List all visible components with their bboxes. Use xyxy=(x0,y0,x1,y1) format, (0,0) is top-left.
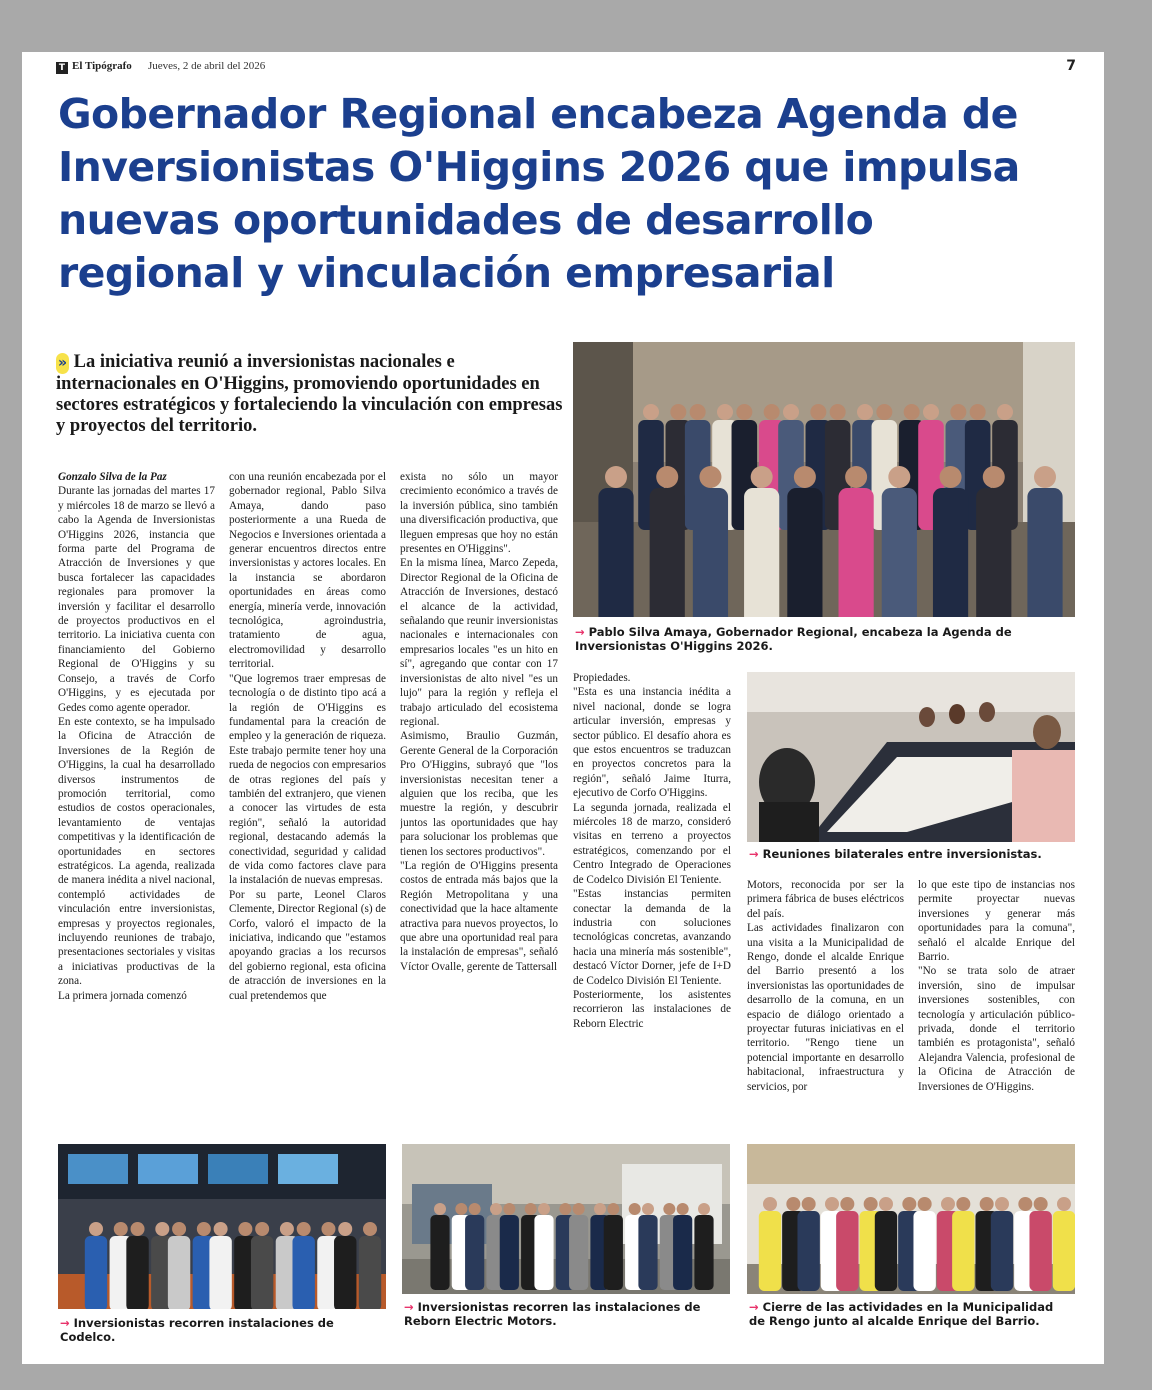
paragraph: Posteriormente, los asistentes recorrieron las instalaciones de Reborn Electric xyxy=(573,988,731,1030)
rengo-photo-caption-text: Cierre de las actividades en la Municipalidad de Rengo junto al alcalde Enrique del Barrio. xyxy=(749,1300,1054,1328)
article-column-4 xyxy=(573,671,731,1126)
meeting-photo-caption-text: Reuniones bilaterales entre inversionistas. xyxy=(762,847,1042,861)
article-headline xyxy=(58,88,1068,300)
caption-arrow-icon: → xyxy=(749,1300,759,1314)
main-group-photo xyxy=(573,342,1075,617)
caption-arrow-icon: → xyxy=(749,847,759,861)
article-lead xyxy=(56,352,566,437)
paragraph: "Que logremos traer empresas de tecnología o de distinto tipo acá a la región de O'Higgins es fundamental para la creación de empleo y la generación de riqueza. Este trabajo permite tener hoy una rueda de negocios con empresarios de otras regiones del país y también del extranjero, que vienen a conocer las virtudes de esta región", señaló la autoridad regional, destacando además la conectividad, seguridad y calidad de vida como factores clave para la instalación de nuevas empresas. xyxy=(229,672,386,887)
newspaper-page xyxy=(22,52,1104,1364)
lead-marker-icon: » xyxy=(56,353,69,374)
codelco-photo-caption-text: Inversionistas recorren instalaciones de Codelco. xyxy=(60,1316,334,1344)
article-column-5 xyxy=(747,878,904,1126)
paragraph: En este contexto, se ha impulsado la Oficina de Atracción de Inversiones de la Región de O'Higgins, la cual ha desarrollado diversos instrumentos de promoción territorial, como estudios de costos operacionales, levantamiento de ventajas competitivas y la identificación de oportunidades en sectores estratégicos. La agenda, realizada de manera inédita a nivel nacional, contempló actividades de vinculación entre inversionistas, empresas y proyectos regionales, incluyendo reuniones de trabajo, presentaciones sectoriales y visitas a iniciativas productivas de la zona. xyxy=(58,715,215,988)
paragraph: exista no sólo un mayor crecimiento económico a través de la inversión pública, sino también una diversificación productiva, que lleguen empresas que hoy no están presentes en O'Higgins". xyxy=(400,471,558,556)
paragraph: Las actividades finalizaron con una visita a la Municipalidad de Rengo, donde el alcalde Enrique del Barrio presentó a los inversionistas las oportunidades de desarrollo de la comuna, en un espacio de diálogo orientado a proyectar futuras iniciativas en el territorio. "Rengo tiene un potencial importante en desarrollo habitacional, infraestructura y servicios, por xyxy=(747,922,904,1093)
article-column-2 xyxy=(229,470,386,1126)
article-column-3 xyxy=(400,470,558,1126)
rengo-photo-caption xyxy=(749,1300,1069,1328)
rengo-photo xyxy=(747,1144,1075,1294)
paragraph: Por su parte, Leonel Claros Clemente, Director Regional (s) de Corfo, valoró el impacto de la iniciativa, indicando que "estamos apoyando gracias a los recursos del gobierno regional, esta oficina de atracción de inversiones en la cual pretendemos que xyxy=(229,888,386,1002)
paragraph: "La región de O'Higgins presenta costos de entrada más bajos que la Región Metropolitana y una conectividad que la hace altamente atractiva para nuevos proyectos, lo que abre una oportunidad real para la instalación de empresas", señaló Víctor Ovalle, gerente de Tattersall xyxy=(400,859,558,973)
paragraph: Propiedades. xyxy=(573,672,631,684)
paragraph: Motors, reconocida por ser la primera fábrica de buses eléctricos del país. xyxy=(747,879,904,920)
paragraph: lo que este tipo de instancias nos permite proyectar nuevas inversiones y generar más oportunidades para la comuna", señaló el alcalde Enrique del Barrio. xyxy=(918,879,1075,964)
caption-arrow-icon: → xyxy=(60,1316,70,1330)
lead-text: La iniciativa reunió a inversionistas nacionales e internacionales en O'Higgins, promoviendo oportunidades en sectores estratégicos y fortaleciendo la vinculación con empresas y proyectos del territorio. xyxy=(56,352,563,436)
paragraph: Durante las jornadas del martes 17 y miércoles 18 de marzo se llevó a cabo la Agenda de Inversionistas O'Higgins 2026, instancia que forma parte del Programa de Atracción de Inversiones y que busca fortalecer las capacidades regionales para promover la inversión y facilitar el desarrollo de proyectos productivos en el territorio. La iniciativa cuenta con financiamiento del Gobierno Regional de O'Higgins y su Consejo, a través de Corfo O'Higgins, y es ejecutada por Gedes como agente operador. xyxy=(58,485,215,714)
reborn-photo-caption-text: Inversionistas recorren las instalaciones de Reborn Electric Motors. xyxy=(404,1300,701,1328)
main-photo-caption-text: Pablo Silva Amaya, Gobernador Regional, encabeza la Agenda de Inversionistas O'Higgins 2026. xyxy=(575,625,1012,653)
paragraph: "Esta es una instancia inédita a nivel nacional, donde se logra articular inversión, empresas y sector público. El desafío ahora es que estos encuentros se traduzcan en proyectos concretos para la región", señaló Jaime Iturra, ejecutivo de Corfo O'Higgins. xyxy=(573,686,731,800)
reborn-photo-caption xyxy=(404,1300,724,1328)
paragraph: con una reunión encabezada por el gobernador regional, Pablo Silva Amaya, dando paso posteriormente a una Rueda de Negocios e Inversiones orientada a generar encuentros directos entre inversionistas y actores locales. En la instancia se abordaron oportunidades en áreas como energía, minería verde, innovación tecnológica, agroindustria, tratamiento de agua, electromovilidad y desarrollo territorial. xyxy=(229,471,386,671)
main-photo-caption xyxy=(575,625,1045,653)
paragraph: "Estas instancias permiten conectar la demanda de la industria con soluciones tecnológicas concretas, avanzando hacia una minería más sostenible", destacó Víctor Dorner, jefe de I+D de Codelco División El Teniente. xyxy=(573,888,731,987)
publication-name: El Tipógrafo xyxy=(72,60,132,72)
publication-date: Jueves, 2 de abril del 2026 xyxy=(148,60,266,72)
meeting-photo xyxy=(747,672,1075,842)
article-column-6 xyxy=(918,878,1075,1126)
headline-regular: que impulsa nuevas oportunidades de desarrollo regional y vinculación empresarial xyxy=(58,143,1020,297)
page-header xyxy=(56,58,1076,80)
publication-logo-icon: T xyxy=(56,62,68,74)
codelco-photo-caption xyxy=(60,1316,390,1344)
paragraph: La segunda jornada, realizada el miércoles 18 de marzo, consideró visitas en terreno a proyectos estratégicos, comenzando por el Centro Integrado de Operaciones de Codelco División El Teniente. xyxy=(573,801,731,886)
article-column-1 xyxy=(58,470,215,1126)
paragraph: Asimismo, Braulio Guzmán, Gerente General de la Corporación Pro O'Higgins, subrayó que "los inversionistas necesitan tener a alguien que los reciba, que les muestre la región, y descubrir juntos las oportunidades que hay para solucionar los problemas que tienen los sectores productivos". xyxy=(400,730,558,858)
caption-arrow-icon: → xyxy=(404,1300,414,1314)
paragraph: La primera jornada comenzó xyxy=(58,989,187,1002)
paragraph: "No se trata solo de atraer inversión, sino de impulsar inversiones sostenibles, con tecnología y articulación público-privada, donde el territorio también es protagonista", señaló Alejandra Valencia, profesional de la Oficina de Atracción de Inversiones de O'Higgins. xyxy=(918,965,1075,1093)
caption-arrow-icon: → xyxy=(575,625,585,639)
paragraph: En la misma línea, Marco Zepeda, Director Regional de la Oficina de Atracción de Inversiones, destacó el alcance de la actividad, señalando que reunir inversionistas nacionales e internacionales con empresarios locales "es un hito en sí", agregando que contar con 17 inversionistas de alto nivel "es un lujo" para la región y refleja el trabajo articulado del ecosistema regional. xyxy=(400,557,558,728)
reborn-photo xyxy=(402,1144,730,1294)
meeting-photo-caption xyxy=(749,847,1069,861)
codelco-photo xyxy=(58,1144,386,1309)
article-byline: Gonzalo Silva de la Paz xyxy=(58,471,167,483)
headline-bold: Gobernador Regional encabeza Agenda de Inversionistas O'Higgins 2026 xyxy=(58,90,1018,191)
page-number: 7 xyxy=(1066,58,1076,74)
